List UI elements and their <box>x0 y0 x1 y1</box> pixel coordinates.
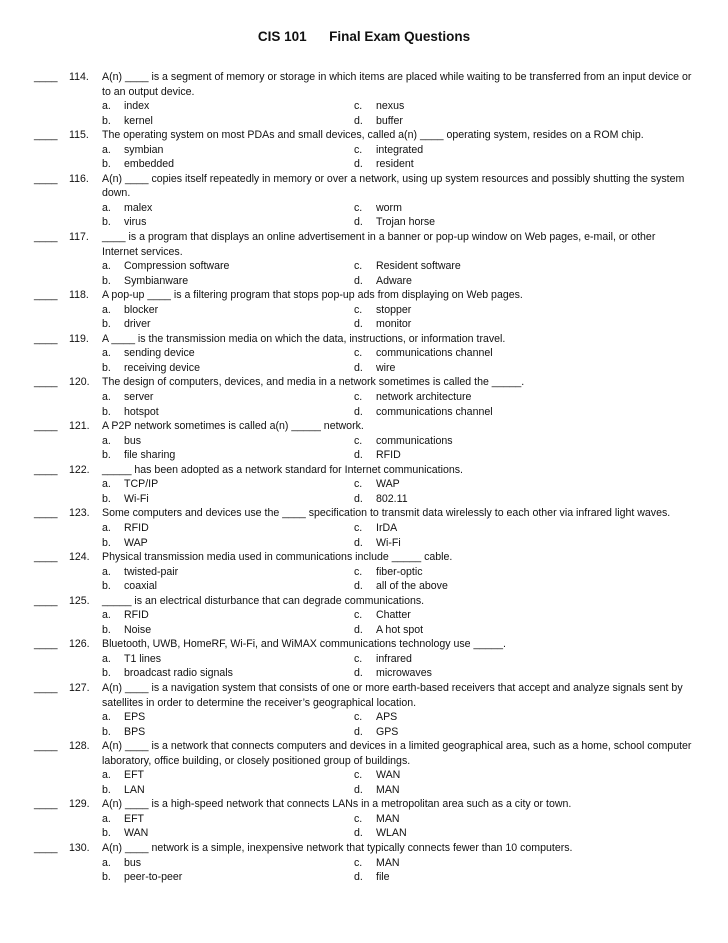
answer-options <box>102 652 694 681</box>
question-item <box>34 230 694 288</box>
answer-blank: ____ <box>34 231 58 244</box>
question-number: 118. <box>69 289 89 302</box>
option-letter: d. <box>354 725 363 738</box>
question-number: 126. <box>69 638 90 651</box>
answer-option <box>102 317 354 332</box>
option-letter: a. <box>102 303 111 316</box>
option-text: Wi-Fi <box>124 492 149 505</box>
answer-option <box>102 826 354 841</box>
answer-option <box>354 477 594 492</box>
answer-option <box>354 521 594 536</box>
option-letter: b. <box>102 492 111 505</box>
question-text: A(n) ____ is a high-speed network that connects LANs in a metropolitan area such as a city or town. <box>102 798 572 811</box>
option-letter: d. <box>354 361 363 374</box>
question-number: 124. <box>69 551 90 564</box>
option-letter: a. <box>102 434 111 447</box>
question-item <box>34 128 694 172</box>
option-letter: c. <box>354 769 363 782</box>
answer-option <box>102 477 354 492</box>
answer-blank: ____ <box>34 376 58 389</box>
option-text: symbian <box>124 143 164 156</box>
answer-options <box>102 303 694 332</box>
option-letter: b. <box>102 783 111 796</box>
option-letter: d. <box>354 623 363 636</box>
option-text: stopper <box>376 303 412 316</box>
answer-option <box>102 623 354 638</box>
option-text: driver <box>124 318 151 331</box>
page-title: CIS 101 Final Exam Questions <box>257 29 471 44</box>
option-letter: a. <box>102 478 111 491</box>
answer-options <box>102 608 694 637</box>
answer-option <box>102 710 354 725</box>
answer-option <box>354 390 594 405</box>
answer-options <box>102 477 694 506</box>
question-text: Bluetooth, UWB, HomeRF, Wi-Fi, and WiMAX communications technology use _____. <box>102 638 506 651</box>
answer-options <box>102 201 694 230</box>
option-text: malex <box>124 201 153 214</box>
answer-option <box>354 434 594 449</box>
option-letter: c. <box>354 812 363 825</box>
answer-blank: ____ <box>34 71 58 83</box>
answer-option <box>354 99 594 114</box>
option-text: integrated <box>376 143 424 156</box>
question-item <box>34 419 694 463</box>
option-letter: b. <box>102 725 111 738</box>
option-letter: a. <box>102 260 111 273</box>
option-text: Symbianware <box>124 274 189 287</box>
question-text: The design of computers, devices, and media in a network sometimes is called the _____. <box>102 376 525 389</box>
answer-option <box>354 143 594 158</box>
option-text: T1 lines <box>124 652 162 665</box>
answer-option <box>354 768 594 783</box>
option-letter: a. <box>102 143 111 156</box>
option-letter: b. <box>102 536 111 549</box>
question-item <box>34 681 694 739</box>
question-number: 116. <box>69 172 89 185</box>
option-text: hotspot <box>124 405 159 418</box>
question-number: 129. <box>69 798 90 811</box>
question-item <box>34 288 694 332</box>
option-letter: d. <box>354 114 363 127</box>
option-letter: b. <box>102 361 111 374</box>
option-text: embedded <box>124 158 175 171</box>
answer-blank: ____ <box>34 551 58 564</box>
option-text: Wi-Fi <box>376 536 401 549</box>
option-letter: b. <box>102 405 111 418</box>
question-number: 120. <box>69 376 90 389</box>
option-text: Compression software <box>124 260 230 273</box>
answer-option <box>102 448 354 463</box>
option-letter: a. <box>102 201 111 214</box>
option-letter: b. <box>102 623 111 636</box>
answer-option <box>102 608 354 623</box>
option-letter: c. <box>354 260 363 273</box>
answer-option <box>354 870 594 885</box>
answer-option <box>102 666 354 681</box>
option-text: fiber-optic <box>376 565 423 578</box>
option-text: buffer <box>376 114 403 127</box>
question-number: 130. <box>69 841 90 854</box>
answer-blank: ____ <box>34 841 58 854</box>
option-text: Noise <box>124 623 152 636</box>
question-number: 123. <box>69 507 90 520</box>
option-text: server <box>124 391 154 404</box>
question-number: 119. <box>69 332 89 345</box>
answer-option <box>354 856 594 871</box>
option-letter: d. <box>354 405 363 418</box>
answer-option <box>354 448 594 463</box>
question-item <box>34 70 694 128</box>
answer-option <box>102 579 354 594</box>
answer-option <box>102 768 354 783</box>
answer-option <box>102 870 354 885</box>
answer-option <box>102 405 354 420</box>
option-text: wire <box>376 361 396 374</box>
answer-options <box>102 710 694 739</box>
option-text: BPS <box>124 725 146 738</box>
option-letter: d. <box>354 536 363 549</box>
answer-option <box>354 652 594 667</box>
option-text: virus <box>124 216 147 229</box>
answer-option <box>102 303 354 318</box>
question-number: 128. <box>69 740 90 753</box>
option-text: peer-to-peer <box>124 871 183 884</box>
answer-options <box>102 812 694 841</box>
option-letter: c. <box>354 100 363 113</box>
option-letter: c. <box>354 143 363 156</box>
question-text: A(n) ____ copies itself repeatedly in memory or over a network, using up system resources and possibly shutting the system down. <box>102 172 685 200</box>
option-letter: a. <box>102 347 111 360</box>
option-letter: b. <box>102 580 111 593</box>
option-text: EFT <box>124 769 145 782</box>
option-letter: c. <box>354 652 363 665</box>
answer-blank: ____ <box>34 638 58 651</box>
answer-option <box>102 856 354 871</box>
answer-option <box>354 710 594 725</box>
option-letter: a. <box>102 711 111 724</box>
answer-blank: ____ <box>34 463 58 476</box>
option-letter: d. <box>354 871 363 884</box>
question-text: A ____ is the transmission media on which the data, instructions, or information travel. <box>102 332 506 345</box>
question-item <box>34 550 694 594</box>
option-letter: c. <box>354 478 363 491</box>
option-letter: d. <box>354 667 363 680</box>
answer-option <box>354 623 594 638</box>
answer-options <box>102 259 694 288</box>
option-text: MAN <box>376 783 400 796</box>
question-number: 125. <box>69 594 90 607</box>
question-item <box>34 172 694 230</box>
question-item <box>34 463 694 507</box>
answer-option <box>102 143 354 158</box>
question-item <box>34 739 694 797</box>
option-text: network architecture <box>376 391 472 404</box>
answer-option <box>102 259 354 274</box>
answer-option <box>102 521 354 536</box>
option-letter: a. <box>102 565 111 578</box>
answer-option <box>354 492 594 507</box>
answer-option <box>354 259 594 274</box>
answer-option <box>102 536 354 551</box>
question-item <box>34 375 694 419</box>
answer-option <box>354 579 594 594</box>
answer-option <box>102 725 354 740</box>
option-letter: d. <box>354 158 363 171</box>
option-text: WAN <box>124 827 149 840</box>
option-letter: c. <box>354 201 363 214</box>
option-letter: d. <box>354 449 363 462</box>
answer-option <box>354 317 594 332</box>
question-item <box>34 594 694 638</box>
answer-option <box>354 565 594 580</box>
option-text: file <box>376 871 390 884</box>
option-text: WAN <box>376 769 401 782</box>
option-text: RFID <box>124 521 149 534</box>
answer-blank: ____ <box>34 594 58 607</box>
answer-option <box>102 783 354 798</box>
question-text: A(n) ____ network is a simple, inexpensive network that typically connects fewer than 10 computers. <box>102 841 573 854</box>
option-letter: c. <box>354 565 363 578</box>
answer-option <box>354 114 594 129</box>
option-text: APS <box>376 711 398 724</box>
option-text: resident <box>376 158 414 171</box>
option-letter: d. <box>354 492 363 505</box>
option-text: WAP <box>376 478 400 491</box>
question-text: A(n) ____ is a segment of memory or storage in which items are placed while waiting to be transferred from an input device or to an output device. <box>102 71 692 98</box>
option-text: IrDA <box>376 521 398 534</box>
answer-blank: ____ <box>34 129 58 142</box>
answer-option <box>354 274 594 289</box>
option-text: nexus <box>376 100 405 113</box>
answer-option <box>102 361 354 376</box>
answer-option <box>102 114 354 129</box>
option-letter: a. <box>102 521 111 534</box>
answer-option <box>354 826 594 841</box>
option-letter: b. <box>102 871 111 884</box>
option-text: MAN <box>376 856 400 869</box>
question-item <box>34 332 694 376</box>
question-number: 121. <box>69 420 90 433</box>
option-text: LAN <box>124 783 145 796</box>
answer-option <box>354 725 594 740</box>
answer-options <box>102 565 694 594</box>
option-text: coaxial <box>124 580 157 593</box>
answer-options <box>102 390 694 419</box>
option-text: Chatter <box>376 609 411 622</box>
option-text: TCP/IP <box>124 478 159 491</box>
answer-option <box>102 434 354 449</box>
question-item <box>34 797 694 841</box>
answer-option <box>102 652 354 667</box>
question-text: _____ is an electrical disturbance that can degrade communications. <box>102 594 425 607</box>
question-number: 117. <box>69 231 89 244</box>
answer-blank: ____ <box>34 289 58 302</box>
answer-option <box>354 666 594 681</box>
question-text: A P2P network sometimes is called a(n) _____ network. <box>102 420 364 433</box>
question-number: 127. <box>69 681 90 694</box>
option-letter: d. <box>354 783 363 796</box>
option-text: Trojan horse <box>376 216 436 229</box>
option-text: receiving device <box>124 361 200 374</box>
option-text: A hot spot <box>376 623 424 636</box>
option-text: all of the above <box>376 580 448 593</box>
option-text: worm <box>376 201 402 214</box>
answer-option <box>102 99 354 114</box>
question-item <box>34 637 694 681</box>
question-text: A(n) ____ is a navigation system that consists of one or more earth-based receivers that accept and analyze signals sent by satellites in order to determine the receiver’s geographical location. <box>102 681 683 709</box>
option-text: twisted-pair <box>124 565 179 578</box>
answer-option <box>102 812 354 827</box>
option-text: communications <box>376 434 453 447</box>
question-text: A(n) ____ is a network that connects computers and devices in a limited geographical area, such as a home, school computer laboratory, office building, or closely positioned group of buildings. <box>102 740 692 767</box>
option-text: MAN <box>376 812 400 825</box>
option-letter: a. <box>102 609 111 622</box>
answer-blank: ____ <box>34 172 58 185</box>
option-text: index <box>124 100 150 113</box>
answer-option <box>102 215 354 230</box>
question-number: 122. <box>69 463 90 476</box>
option-letter: b. <box>102 827 111 840</box>
option-letter: c. <box>354 434 363 447</box>
option-letter: d. <box>354 318 363 331</box>
question-text: _____ has been adopted as a network standard for Internet communications. <box>102 463 464 476</box>
option-letter: a. <box>102 812 111 825</box>
answer-blank: ____ <box>34 681 58 694</box>
option-letter: c. <box>354 391 363 404</box>
option-text: kernel <box>124 114 153 127</box>
answer-options <box>102 346 694 375</box>
option-letter: c. <box>354 303 363 316</box>
option-text: microwaves <box>376 667 432 680</box>
answer-option <box>354 783 594 798</box>
option-text: monitor <box>376 318 412 331</box>
question-text: Physical transmission media used in communications include _____ cable. <box>102 551 453 564</box>
option-letter: b. <box>102 114 111 127</box>
answer-option <box>354 536 594 551</box>
answer-option <box>102 346 354 361</box>
option-text: communications channel <box>376 405 493 418</box>
option-letter: c. <box>354 609 363 622</box>
option-letter: d. <box>354 827 363 840</box>
option-text: Resident software <box>376 260 461 273</box>
option-text: 802.11 <box>376 492 408 505</box>
option-letter: b. <box>102 318 111 331</box>
answer-options <box>102 768 694 797</box>
answer-option <box>354 812 594 827</box>
option-letter: c. <box>354 711 363 724</box>
option-letter: a. <box>102 100 111 113</box>
question-text: ____ is a program that displays an online advertisement in a banner or pop-up window on Web pages, e-mail, or other Internet services. <box>102 231 656 258</box>
question-text: A pop-up ____ is a filtering program that stops pop-up ads from displaying on Web pages. <box>102 289 523 302</box>
option-letter: a. <box>102 652 111 665</box>
question-number: 115. <box>69 129 89 142</box>
answer-blank: ____ <box>34 798 58 811</box>
option-letter: b. <box>102 667 111 680</box>
option-text: RFID <box>124 609 149 622</box>
option-letter: d. <box>354 216 363 229</box>
answer-option <box>354 405 594 420</box>
option-text: EFT <box>124 812 145 825</box>
option-letter: c. <box>354 856 363 869</box>
option-letter: b. <box>102 449 111 462</box>
option-text: file sharing <box>124 449 176 462</box>
answer-option <box>102 492 354 507</box>
answer-blank: ____ <box>34 507 58 520</box>
answer-options <box>102 856 694 885</box>
option-text: bus <box>124 856 142 869</box>
option-letter: d. <box>354 580 363 593</box>
option-text: GPS <box>376 725 399 738</box>
option-text: communications channel <box>376 347 493 360</box>
answer-blank: ____ <box>34 332 58 345</box>
answer-options <box>102 99 694 128</box>
answer-option <box>354 201 594 216</box>
answer-option <box>102 274 354 289</box>
answer-option <box>354 346 594 361</box>
option-letter: b. <box>102 274 111 287</box>
answer-option <box>102 201 354 216</box>
answer-option <box>102 157 354 172</box>
answer-blank: ____ <box>34 740 58 753</box>
answer-option <box>354 157 594 172</box>
answer-option <box>354 608 594 623</box>
answer-options <box>102 143 694 172</box>
option-letter: b. <box>102 216 111 229</box>
option-text: EPS <box>124 711 146 724</box>
question-number: 114. <box>69 71 89 83</box>
answer-option <box>102 390 354 405</box>
question-list <box>34 70 694 885</box>
option-letter: a. <box>102 856 111 869</box>
option-letter: b. <box>102 158 111 171</box>
option-text: blocker <box>124 303 159 316</box>
option-letter: d. <box>354 274 363 287</box>
question-item <box>34 506 694 550</box>
answer-options <box>102 521 694 550</box>
option-text: WLAN <box>376 827 407 840</box>
option-text: RFID <box>376 449 401 462</box>
answer-option <box>102 565 354 580</box>
option-text: sending device <box>124 347 195 360</box>
option-letter: c. <box>354 347 363 360</box>
option-letter: c. <box>354 521 363 534</box>
answer-option <box>354 303 594 318</box>
option-text: broadcast radio signals <box>124 667 233 680</box>
option-text: infrared <box>376 652 412 665</box>
answer-options <box>102 434 694 463</box>
question-text: Some computers and devices use the ____ specification to transmit data wirelessly to each other via infrared light waves. <box>102 507 671 520</box>
option-text: bus <box>124 434 142 447</box>
answer-blank: ____ <box>34 420 58 433</box>
option-letter: a. <box>102 769 111 782</box>
question-item <box>34 841 694 885</box>
question-text: The operating system on most PDAs and small devices, called a(n) ____ operating system, resides on a ROM chip. <box>102 129 644 142</box>
answer-option <box>354 361 594 376</box>
option-text: WAP <box>124 536 148 549</box>
option-text: Adware <box>376 274 412 287</box>
option-letter: a. <box>102 391 111 404</box>
answer-option <box>354 215 594 230</box>
